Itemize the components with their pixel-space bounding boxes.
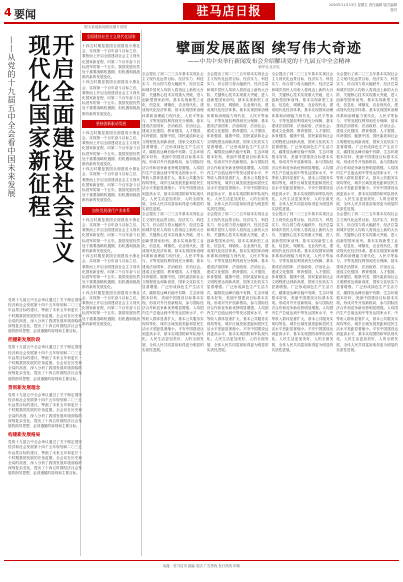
column-body: 十四五时期是我国全面建成小康社会、实现第一个百年奋斗目标之后，乘势而上开启全面建设社会主义现代化国家新征程、向第二个百年奋斗目标进军的第一个五年。我国发展仍然处于重要战略机遇期，但机遇和挑战都有新的发展变化。	[82, 167, 140, 203]
column-body: 十四五时期是我国全面建成小康社会、实现第一个百年奋斗目标之后，乘势而上开启全面建设社会主义现代化国家新征程、向第二个百年奋斗目标进军的第一个五年。我国发展仍然处于重要战略机遇期，但机遇和挑战都有新的发展变化。	[82, 254, 140, 290]
header-rule	[4, 22, 399, 24]
feature-subhead: 构建新发展格局	[8, 433, 41, 439]
feature-body: 党的十九届五中全会审议通过了关于制定国民经济和社会发展第十四个五年规划和二〇三五年远景目标的建议，擘画了未来五年和更长一个时期我国发展的宏伟蓝图。全会站在历史和全局的高度，深入分析了我国发展环境面临的深刻复杂变化，提出了十四五时期经济社会发展的指导思想、必须遵循的原则和主要目标。	[8, 440, 82, 476]
box-heading: 坚持创新驱动发展	[82, 120, 140, 128]
box-heading: 加快发展现代产业体系	[82, 207, 140, 215]
feature-body: 党的十九届五中全会审议通过了关于制定国民经济和社会发展第十四个五年规划和二〇三五年远景目标的建议，擘画了未来五年和更长一个时期我国发展的宏伟蓝图。全会站在历史和全局的高度，深入分析了我国发展环境面临的深刻复杂变化，提出了十四五时期经济社会发展的指导思想、必须遵循的原则和主要目标。	[8, 298, 82, 334]
column-body: 十四五时期是我国全面建成小康社会、实现第一个百年奋斗目标之后，乘势而上开启全面建设社会主义现代化国家新征程、向第二个百年奋斗目标进军的第一个五年。我国发展仍然处于重要战略机遇期，但机遇和挑战都有新的发展变化。	[82, 130, 140, 167]
article-text: 全会提出了到二〇三五年基本实现社会主义现代化远景目标，经济实力、科技实力、综合国力将大幅跃升，经济总量和城乡居民人均收入将再迈上新的大台阶，关键核心技术实现重大突破，进入创新型国家前列。基本实现新型工业化、信息化、城镇化、农业现代化，建成现代化经济体系。基本实现国家治理体系和治理能力现代化，人民平等参与、平等发展权利得到充分保障，基本建成法治国家、法治政府、法治社会。建成文化强国、教育强国、人才强国、体育强国、健康中国，国民素质和社会文明程度达到新高度，国家文化软实力显著增强。广泛形成绿色生产生活方式，碳排放达峰后稳中有降，生态环境根本好转，美丽中国建设目标基本实现。形成对外开放新格局，参与国际经济合作和竞争新优势明显增强。人均国内生产总值达到中等发达国家水平，中等收入群体显著扩大，基本公共服务实现均等化，城乡区域发展差距和居民生活水平差距显著缩小。平安中国建设达到更高水平，基本实现国防和军队现代化。人民生活更加美好，人的全面发展、全体人民共同富裕取得更为明显的实质性进展。	[206, 72, 269, 212]
article-column	[336, 72, 398, 550]
page-header	[0, 0, 403, 30]
feature-body: 党的十九届五中全会审议通过了关于制定国民经济和社会发展第十四个五年规划和二〇三五年远景目标的建议，擘画了未来五年和更长一个时期我国发展的宏伟蓝图。全会站在历史和全局的高度，深入分析了我国发展环境面临的深刻复杂变化，提出了十四五时期经济社会发展的指导思想、必须遵循的原则和主要目标。	[8, 392, 82, 429]
column-body: 十四五时期是我国全面建成小康社会、实现第一个百年奋斗目标之后，乘势而上开启全面建设社会主义现代化国家新征程、向第二个百年奋斗目标进军的第一个五年。我国发展仍然处于重要战略机遇期，但机遇和挑战都有新的发展变化。	[82, 217, 140, 253]
column-body: 十四五时期是我国全面建成小康社会、实现第一个百年奋斗目标之后，乘势而上开启全面建设社会主义现代化国家新征程、向第二个百年奋斗目标进军的第一个五年。我国发展仍然处于重要战略机遇期，但机遇和挑战都有新的发展变化。	[82, 80, 140, 116]
article-text: 全会提出了到二〇三五年基本实现社会主义现代化远景目标，经济实力、科技实力、综合国力将大幅跃升，经济总量和城乡居民人均收入将再迈上新的大台阶，关键核心技术实现重大突破，进入创新型国家前列。基本实现新型工业化、信息化、城镇化、农业现代化，建成现代化经济体系。基本实现国家治理体系和治理能力现代化，人民平等参与、平等发展权利得到充分保障，基本建成法治国家、法治政府、法治社会。建成文化强国、教育强国、人才强国、体育强国、健康中国，国民素质和社会文明程度达到新高度，国家文化软实力显著增强。广泛形成绿色生产生活方式，碳排放达峰后稳中有降，生态环境根本好转，美丽中国建设目标基本实现。形成对外开放新格局，参与国际经济合作和竞争新优势明显增强。人均国内生产总值达到中等发达国家水平，中等收入群体显著扩大，基本公共服务实现均等化，城乡区域发展差距和居民生活水平差距显著缩小。平安中国建设达到更高水平，基本实现国防和军队现代化。人民生活更加美好，人的全面发展、全体人民共同富裕取得更为明显的实质性进展。	[142, 72, 204, 212]
feature-subtitle: ——从党的十九届五中全会看中国未来发展	[7, 36, 16, 198]
page-footer: 地址：驻马店市 邮编 电话 广告热线 发行热线 印刷	[163, 564, 240, 568]
publication-info: 2020年11月13日 星期五 责任编辑 版式编辑 校对	[329, 3, 397, 12]
top-caption: 图为某地新闻现场图片说明	[84, 25, 128, 29]
article-text: 全会提出了到二〇三五年基本实现社会主义现代化远景目标，经济实力、科技实力、综合国力将大幅跃升，经济总量和城乡居民人均收入将再迈上新的大台阶，关键核心技术实现重大突破，进入创新型国家前列。基本实现新型工业化、信息化、城镇化、农业现代化，建成现代化经济体系。基本实现国家治理体系和治理能力现代化，人民平等参与、平等发展权利得到充分保障，基本建成法治国家、法治政府、法治社会。建成文化强国、教育强国、人才强国、体育强国、健康中国，国民素质和社会文明程度达到新高度，国家文化软实力显著增强。广泛形成绿色生产生活方式，碳排放达峰后稳中有降，生态环境根本好转，美丽中国建设目标基本实现。形成对外开放新格局，参与国际经济合作和竞争新优势明显增强。人均国内生产总值达到中等发达国家水平，中等收入群体显著扩大，基本公共服务实现均等化，城乡区域发展差距和居民生活水平差距显著缩小。平安中国建设达到更高水平，基本实现国防和军队现代化。人民生活更加美好，人的全面发展、全体人民共同富裕取得更为明显的实质性进展。	[336, 72, 398, 212]
article-title: 擘画发展蓝图 续写伟大奇迹	[176, 41, 362, 57]
column-body: 十四五时期是我国全面建成小康社会、实现第一个百年奋斗目标之后，乘势而上开启全面建设社会主义现代化国家新征程、向第二个百年奋斗目标进军的第一个五年。我国发展仍然处于重要战略机遇期，但机遇和挑战都有新的发展变化。	[82, 290, 140, 326]
article-column	[142, 72, 204, 550]
article-byline: 新华社北京电	[258, 65, 280, 69]
page-number: 4	[4, 6, 12, 19]
article-column	[207, 72, 269, 550]
left-feature	[4, 30, 80, 550]
second-column	[82, 30, 140, 550]
article-text: 全会提出了到二〇三五年基本实现社会主义现代化远景目标，经济实力、科技实力、综合国力将大幅跃升，经济总量和城乡居民人均收入将再迈上新的大台阶，关键核心技术实现重大突破，进入创新型国家前列。基本实现新型工业化、信息化、城镇化、农业现代化，建成现代化经济体系。基本实现国家治理体系和治理能力现代化，人民平等参与、平等发展权利得到充分保障，基本建成法治国家、法治政府、法治社会。建成文化强国、教育强国、人才强国、体育强国、健康中国，国民素质和社会文明程度达到新高度，国家文化软实力显著增强。广泛形成绿色生产生活方式，碳排放达峰后稳中有降，生态环境根本好转，美丽中国建设目标基本实现。形成对外开放新格局，参与国际经济合作和竞争新优势明显增强。人均国内生产总值达到中等发达国家水平，中等收入群体显著扩大，基本公共服务实现均等化，城乡区域发展差距和居民生活水平差距显著缩小。平安中国建设达到更高水平，基本实现国防和军队现代化。人民生活更加美好，人的全面发展、全体人民共同富裕取得更为明显的实质性进展。	[206, 212, 269, 352]
article-column	[272, 72, 334, 550]
article-body	[142, 72, 398, 550]
footer-rule	[4, 560, 399, 561]
section-name: 要闻	[14, 8, 36, 21]
article-subtitle: ——中共中央举行新闻发布会介绍解读党的十九届五中全会精神	[187, 59, 351, 65]
masthead-logo: 驻马店日报	[183, 3, 275, 20]
box-heading: 全面建设社会主义现代化国家	[82, 33, 140, 41]
article-text: 全会提出了到二〇三五年基本实现社会主义现代化远景目标，经济实力、科技实力、综合国力将大幅跃升，经济总量和城乡居民人均收入将再迈上新的大台阶，关键核心技术实现重大突破，进入创新型国家前列。基本实现新型工业化、信息化、城镇化、农业现代化，建成现代化经济体系。基本实现国家治理体系和治理能力现代化，人民平等参与、平等发展权利得到充分保障，基本建成法治国家、法治政府、法治社会。建成文化强国、教育强国、人才强国、体育强国、健康中国，国民素质和社会文明程度达到新高度，国家文化软实力显著增强。广泛形成绿色生产生活方式，碳排放达峰后稳中有降，生态环境根本好转，美丽中国建设目标基本实现。形成对外开放新格局，参与国际经济合作和竞争新优势明显增强。人均国内生产总值达到中等发达国家水平，中等收入群体显著扩大，基本公共服务实现均等化，城乡区域发展差距和居民生活水平差距显著缩小。平安中国建设达到更高水平，基本实现国防和军队现代化。人民生活更加美好，人的全面发展、全体人民共同富裕取得更为明显的实质性进展。	[142, 212, 204, 352]
article-text: 全会提出了到二〇三五年基本实现社会主义现代化远景目标，经济实力、科技实力、综合国力将大幅跃升，经济总量和城乡居民人均收入将再迈上新的大台阶，关键核心技术实现重大突破，进入创新型国家前列。基本实现新型工业化、信息化、城镇化、农业现代化，建成现代化经济体系。基本实现国家治理体系和治理能力现代化，人民平等参与、平等发展权利得到充分保障，基本建成法治国家、法治政府、法治社会。建成文化强国、教育强国、人才强国、体育强国、健康中国，国民素质和社会文明程度达到新高度，国家文化软实力显著增强。广泛形成绿色生产生活方式，碳排放达峰后稳中有降，生态环境根本好转，美丽中国建设目标基本实现。形成对外开放新格局，参与国际经济合作和竞争新优势明显增强。人均国内生产总值达到中等发达国家水平，中等收入群体显著扩大，基本公共服务实现均等化，城乡区域发展差距和居民生活水平差距显著缩小。平安中国建设达到更高水平，基本实现国防和军队现代化。人民生活更加美好，人的全面发展、全体人民共同富裕取得更为明显的实质性进展。	[271, 72, 334, 212]
feature-subhead: 把握新发展阶段	[8, 338, 41, 344]
feature-body: 党的十九届五中全会审议通过了关于制定国民经济和社会发展第十四个五年规划和二〇三五年远景目标的建议，擘画了未来五年和更长一个时期我国发展的宏伟蓝图。全会站在历史和全局的高度，深入分析了我国发展环境面临的深刻复杂变化，提出了十四五时期经济社会发展的指导思想、必须遵循的原则和主要目标。	[8, 345, 82, 381]
article-text: 全会提出了到二〇三五年基本实现社会主义现代化远景目标，经济实力、科技实力、综合国力将大幅跃升，经济总量和城乡居民人均收入将再迈上新的大台阶，关键核心技术实现重大突破，进入创新型国家前列。基本实现新型工业化、信息化、城镇化、农业现代化，建成现代化经济体系。基本实现国家治理体系和治理能力现代化，人民平等参与、平等发展权利得到充分保障，基本建成法治国家、法治政府、法治社会。建成文化强国、教育强国、人才强国、体育强国、健康中国，国民素质和社会文明程度达到新高度，国家文化软实力显著增强。广泛形成绿色生产生活方式，碳排放达峰后稳中有降，生态环境根本好转，美丽中国建设目标基本实现。形成对外开放新格局，参与国际经济合作和竞争新优势明显增强。人均国内生产总值达到中等发达国家水平，中等收入群体显著扩大，基本公共服务实现均等化，城乡区域发展差距和居民生活水平差距显著缩小。平安中国建设达到更高水平，基本实现国防和军队现代化。人民生活更加美好，人的全面发展、全体人民共同富裕取得更为明显的实质性进展。	[336, 212, 398, 352]
column-body: 十四五时期是我国全面建成小康社会、实现第一个百年奋斗目标之后，乘势而上开启全面建设社会主义现代化国家新征程、向第二个百年奋斗目标进军的第一个五年。我国发展仍然处于重要战略机遇期，但机遇和挑战都有新的发展变化。	[82, 44, 140, 80]
feature-subhead: 贯彻新发展理念	[8, 385, 41, 391]
feature-title: 开启全面建设社会主义现代化国家新征程	[25, 34, 75, 264]
article-text: 全会提出了到二〇三五年基本实现社会主义现代化远景目标，经济实力、科技实力、综合国力将大幅跃升，经济总量和城乡居民人均收入将再迈上新的大台阶，关键核心技术实现重大突破，进入创新型国家前列。基本实现新型工业化、信息化、城镇化、农业现代化，建成现代化经济体系。基本实现国家治理体系和治理能力现代化，人民平等参与、平等发展权利得到充分保障，基本建成法治国家、法治政府、法治社会。建成文化强国、教育强国、人才强国、体育强国、健康中国，国民素质和社会文明程度达到新高度，国家文化软实力显著增强。广泛形成绿色生产生活方式，碳排放达峰后稳中有降，生态环境根本好转，美丽中国建设目标基本实现。形成对外开放新格局，参与国际经济合作和竞争新优势明显增强。人均国内生产总值达到中等发达国家水平，中等收入群体显著扩大，基本公共服务实现均等化，城乡区域发展差距和居民生活水平差距显著缩小。平安中国建设达到更高水平，基本实现国防和军队现代化。人民生活更加美好，人的全面发展、全体人民共同富裕取得更为明显的实质性进展。	[271, 212, 334, 352]
